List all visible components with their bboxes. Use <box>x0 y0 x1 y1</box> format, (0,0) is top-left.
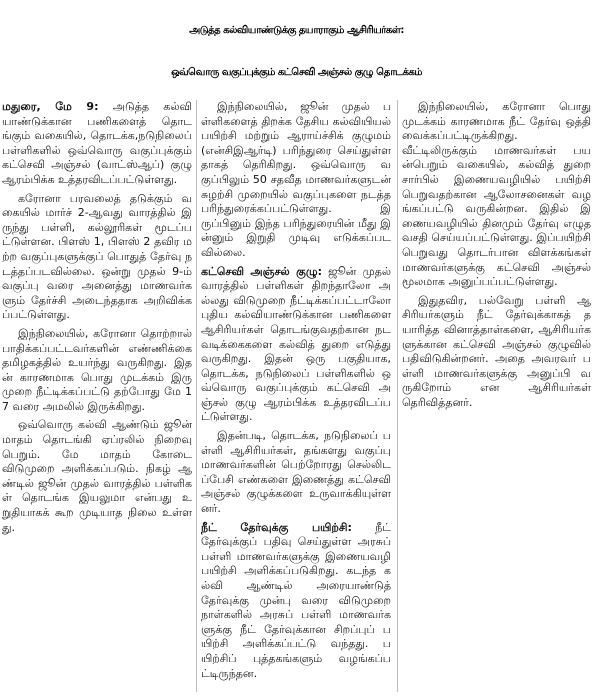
article-column-1 <box>2 100 192 694</box>
paragraph-text: அடுத்த கல்வி யாண்டுக்கான பணிகளைத் தொடங்கும் வகையில், தொடக்க,நடுநிலைப் பள்ளிகளில் ஒவ்வொரு வகுப்புக்கும் கட்செவி அஞ்சல் (வாட்ஸ்ஆப்) குழு ஆரம்பிக்க உத்தரவிடப்பட்டுள்ளது. <box>2 100 192 186</box>
paragraph-text: நீட் தேர்வுக்குப் பதிவு செய்துள்ள அரசுப் பள்ளி மாணவர்களுக்கு இணையவழி பயிற்சி அளிக்கப்படுகிறது. கடந்த கல்வி ஆண்டில் அரையாண்டுத் தேர்வுக்கு முன்பு வரை விடுமுறை நாள்களில் அரசுப் பள்ளி மாணவர்களுக்கு நீட் தேர்வுக்கான சிறப்புப் பயிற்சி அளிக்கப்பட்டு வந்தது. பயிற்சிப் புத்தகங்களும் வழங்கப்பட்டிருந்தன. <box>201 520 391 680</box>
dateline: மதுரை, மே 9: <box>2 100 99 113</box>
article-paragraph: இந்நிலையில், ஜூன் முதல் பள்ளிகளைத் திறக்க தேசிய கல்வியியல் பயிற்சி மற்றும் ஆராய்ச்சிக் குழுமம் (என்சிஇஆர்டி) பரிந்துரை செய்துள்ளதாகத் தெரிகிறது. ஒவ்வொரு வகுப்பிலும் 50 சதவீத மாணவர்களுடன் சுழற்சி முறையில் வகுப்புகளை நடத்த பரிந்துரைக்கப்பட்டுள்ளது. இருப்பினும் இந்த பரிந்துரையின் மீது இன்னும் இறுதி முடிவு எடுக்கப்படவில்லை. <box>201 100 391 259</box>
paragraph-text: ஜூன் முதல் வாரத்தில் பள்ளிகள் திறந்தாலோ அல்லது விடுமுறை நீட்டிக்கப்பட்டாலோ புதிய கல்வியாண்டுக்கான பணிகளை ஆசிரியர்கள் தொடங்குவதற்கான நடவடிக்கைகளை கல்வித் துறை எடுத்து வருகிறது. இதன் ஒரு பகுதியாக, தொடக்க, நடுநிலைப் பள்ளிகளில் ஒவ்வொரு வகுப்புக்கும் கட்செவி அஞ்சல் குழு ஆரம்பிக்க உத்தரவிடப்பட்டுள்ளது. <box>201 264 391 424</box>
article-paragraph: இதுதவிர, பல்வேறு பள்ளி ஆசிரியர்களும் நீட் தேர்வுக்காகத் தயாரித்த வினாத்தாள்களை, ஆசிரியர்களுக்கான கட்செவி அஞ்சல் குழுவில் பதிவிடுகின்றனர். அதை அவரவர் பள்ளி மாணவர்களுக்கு அனுப்பி வருகிறோம் என ஆசிரியர்கள் தெரிவித்தனர். <box>402 293 591 409</box>
headline-line-2: ஒவ்வொரு வகுப்புக்கும் கட்செவி அஞ்சல் குழு தொடக்கம் <box>171 67 422 78</box>
subheading: கட்செவி அஞ்சல் குழு: <box>201 264 323 278</box>
subheading: நீட் தேர்வுக்கு பயிற்சி: <box>201 520 352 534</box>
article-paragraph: இந்நிலையில், கரோனா தொற்றால் பாதிக்கப்பட்டவர்களின் எண்ணிக்கை தமிழகத்தில் உயர்ந்து வருகிறது. இதன் காரணமாக பொது முடக்கம் இரு முறை நீட்டிக்கப்பட்டு தற்போது மே 17 வரை அமலில் இருக்கிறது. <box>2 326 192 413</box>
headline-line-1: அடுத்த கல்வியாண்டுக்கு தயாராகும் ஆசிரியர்கள்: <box>189 25 404 36</box>
article-paragraph <box>2 100 192 188</box>
article-column-3 <box>402 100 591 694</box>
article-column-2 <box>201 100 391 694</box>
article-paragraph: இதன்படி, தொடக்க, நடுநிலைப் பள்ளி ஆசிரியர்கள், தங்களது வகுப்பு மாணவர்களின் பெற்றோரது செல்லிடப்பேசி எண்களை இணைத்து கட்செவி அஞ்சல் குழுக்களை உருவாக்கியுள்ளனர். <box>201 429 391 516</box>
article-paragraph: இந்நிலையில், கரோனா பொது முடக்கம் காரணமாக நீட் தேர்வு ஒத்தி வைக்கப்பட்டிருக்கிறது. வீட்டிலிருக்கும் மாணவர்கள் பயன்பெறும் வகையில், கல்வித் துறை சார்பில் இணையவழியில் பயிற்சி பெறுவதற்கான ஆலோசனைகள் வழங்கப்பட்டு வருகின்றன. இதில் இணையவழியில் தினமும் தேர்வு எழுத வசதி செய்யப்பட்டுள்ளது. இப்பயிற்சி பெறுவது தொடர்பான விளக்கங்கள் மாணவர்களுக்கு கட்செவி அஞ்சல் மூலமாக அனுப்பப்பட்டுள்ளது. <box>402 100 591 289</box>
article-paragraph <box>201 521 391 682</box>
column-divider <box>196 100 197 692</box>
article-paragraph <box>201 265 391 426</box>
article-paragraph: கரோனா பரவலைத் தடுக்கும் வகையில் மார்ச் 2-ஆவது வாரத்தில் இருந்து பள்ளி, கல்லூரிகள் மூடப்பட்டுள்ளன. பிளஸ் 1, பிளஸ் 2 தவிர மற்ற வகுப்புகளுக்குப் பொதுத் தேர்வு நடத்தப்படவில்லை. ஒன்று முதல் 9-ம் வகுப்பு வரை அனைத்து மாணவர்களும் தேர்ச்சி அடைந்ததாக அறிவிக்கப்பட்டுள்ளது. <box>2 191 192 322</box>
column-divider <box>397 100 398 692</box>
article-paragraph: ஒவ்வொரு கல்வி ஆண்டும் ஜூன் மாதம் தொடங்கி ஏப்ரலில் நிறைவு பெறும். மே மாதம் கோடை விடுமுறை அளிக்கப்படும். நிகழ் ஆண்டில் ஜூன் முதல் வாரத்தில் பள்ளிகள் தொடங்க இயலுமா என்பது உறுதியாகக் கூற முடியாத நிலை உள்ளது. <box>2 418 192 534</box>
headline <box>0 0 593 92</box>
